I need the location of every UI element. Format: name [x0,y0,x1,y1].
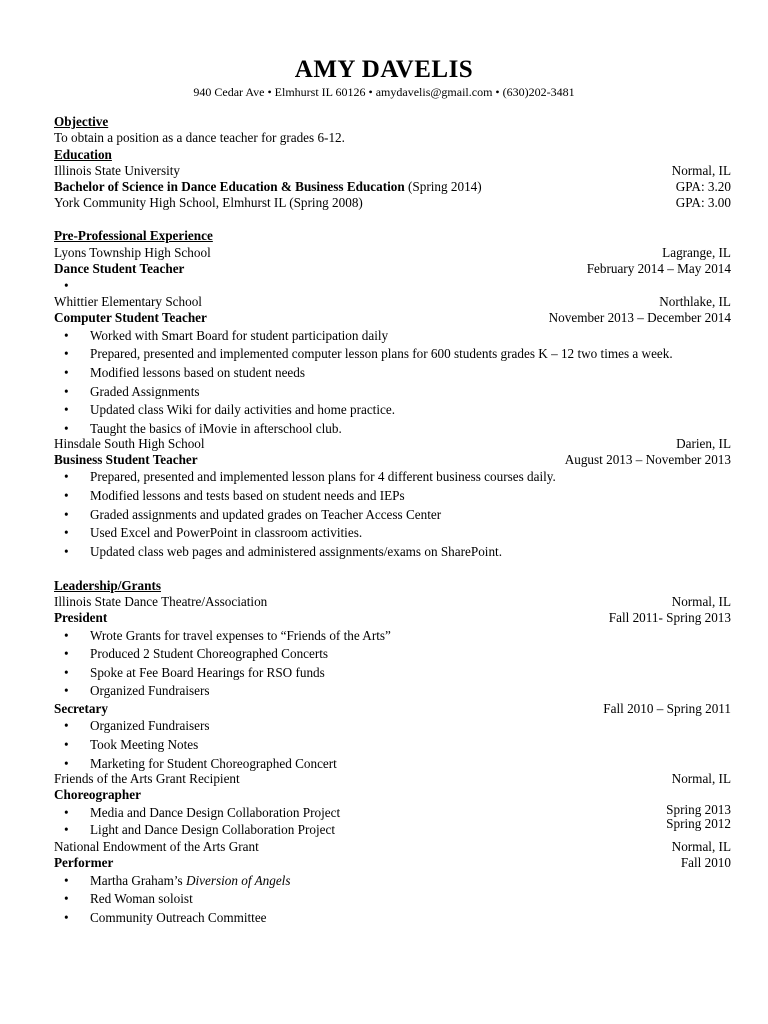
performer-dates: Fall 2010 [680,855,731,871]
grant-row [54,839,731,855]
job-bullet: • Modified lessons and tests based on student needs and IEPs [54,487,731,506]
objective-heading: Objective [54,114,109,129]
choreographer-bullet: • Light and Dance Design Collaboration Project [54,821,340,839]
job-bullet: • Prepared, presented and implemented computer lesson plans for 600 students grades K – 12 two times a week. [54,345,731,364]
secretary-bullet: • Took Meeting Notes [54,736,731,755]
choreographer-row [54,787,731,803]
choreographer-dates [666,803,731,839]
job-dates: August 2013 – November 2013 [564,452,731,468]
president-bullet: • Produced 2 Student Choreographed Concerts [54,645,731,664]
job-title-row [54,261,731,277]
president-bullet: • Organized Fundraisers [54,682,731,701]
experience-heading: Pre-Professional Experience [54,228,213,244]
performer-row [54,855,731,871]
job-bullet: • Graded Assignments [54,383,731,402]
grant-row [54,771,731,787]
education-hs-gpa: GPA: 3.00 [675,195,731,211]
performer-bullet: • Red Woman soloist [54,890,731,909]
education-hs: York Community High School, Elmhurst IL (Spring 2008) [54,195,363,211]
resume-body [54,114,731,928]
performer-piece-prefix: Martha Graham’s [90,872,186,888]
candidate-name: AMY DAVELIS [294,56,474,83]
choreographer-date: Spring 2013 [666,802,731,818]
job-bullet: • Used Excel and PowerPoint in classroom activities. [54,524,731,543]
job-location: Lagrange, IL [662,244,731,260]
choreographer-bullet: • Media and Dance Design Collaboration Project [54,803,340,821]
education-school-location: Normal, IL [671,162,731,178]
job-location: Northlake, IL [659,294,731,310]
job-org: Hinsdale South High School [54,435,205,451]
performer-bullet [54,872,731,891]
secretary-row [54,701,731,717]
education-school: Illinois State University [54,162,181,178]
choreographer-title: Choreographer [54,786,141,802]
education-hs-row [54,195,731,211]
job-dates: February 2014 – May 2014 [586,260,731,276]
job-bullet: • Modified lessons based on student needs [54,364,731,383]
job-title-row [54,310,731,326]
job-org-row [54,436,731,452]
performer-title: Performer [54,855,114,871]
president-title: President [54,610,108,626]
choreographer-projects [54,803,731,839]
president-row [54,610,731,626]
objective-text: To obtain a position as a dance teacher for grades 6-12. [54,130,345,146]
education-school-row [54,163,731,179]
choreographer-date: Spring 2012 [666,816,731,832]
education-degree: Bachelor of Science in Dance Education & Business Education [54,179,405,195]
education-degree-row [54,179,731,195]
job-org: Whittier Elementary School [54,294,202,310]
job-bullet: • Worked with Smart Board for student participation daily [54,327,731,346]
education-heading: Education [54,146,112,162]
education-degree-date: (Spring 2014) [404,179,482,195]
job-bullet: • Taught the basics of iMovie in afterschool club. [54,420,731,436]
secretary-title: Secretary [54,701,108,717]
performer-bullet: • Community Outreach Committee [54,909,731,928]
performer-piece-title: Diversion of Angels [185,872,291,888]
job-title: Dance Student Teacher [54,260,185,276]
job-bullet: • Graded assignments and updated grades on Teacher Access Center [54,506,731,525]
objective-section [54,114,731,130]
leadership-heading: Leadership/Grants [54,577,161,593]
job-org-row [54,245,731,261]
job-dates: November 2013 – December 2014 [548,310,731,326]
job-bullet: • Updated class Wiki for daily activities and home practice. [54,401,731,420]
grant-name: Friends of the Arts Grant Recipient [54,770,240,786]
president-bullet: • Spoke at Fee Board Hearings for RSO funds [54,664,731,683]
grant-name: National Endowment of the Arts Grant [54,839,259,855]
grant-location: Normal, IL [671,839,731,855]
job-bullet [54,277,731,294]
secretary-bullet: • Organized Fundraisers [54,717,731,736]
job-org: Lyons Township High School [54,244,211,260]
president-dates: Fall 2011- Spring 2013 [608,610,731,626]
job-bullet: • Prepared, presented and implemented lesson plans for 4 different business courses daily. [54,468,731,487]
grant-location: Normal, IL [671,770,731,786]
leadership-org: Illinois State Dance Theatre/Association [54,594,268,610]
job-title-row [54,452,731,468]
education-degree-gpa: GPA: 3.20 [675,179,731,195]
leadership-org-location: Normal, IL [671,594,731,610]
secretary-bullet: • Marketing for Student Choreographed Concert [54,755,731,771]
job-title: Computer Student Teacher [54,310,207,326]
job-title: Business Student Teacher [54,452,198,468]
leadership-org-row [54,594,731,610]
secretary-dates: Fall 2010 – Spring 2011 [603,701,731,717]
job-org-row [54,294,731,310]
contact-line: 940 Cedar Ave • Elmhurst IL 60126 • amydavelis@gmail.com • (630)202-3481 [193,85,575,99]
job-location: Darien, IL [676,435,731,451]
job-bullet: • Updated class web pages and administered assignments/exams on SharePoint. [54,543,731,562]
president-bullet: • Wrote Grants for travel expenses to “Friends of the Arts” [54,627,731,646]
